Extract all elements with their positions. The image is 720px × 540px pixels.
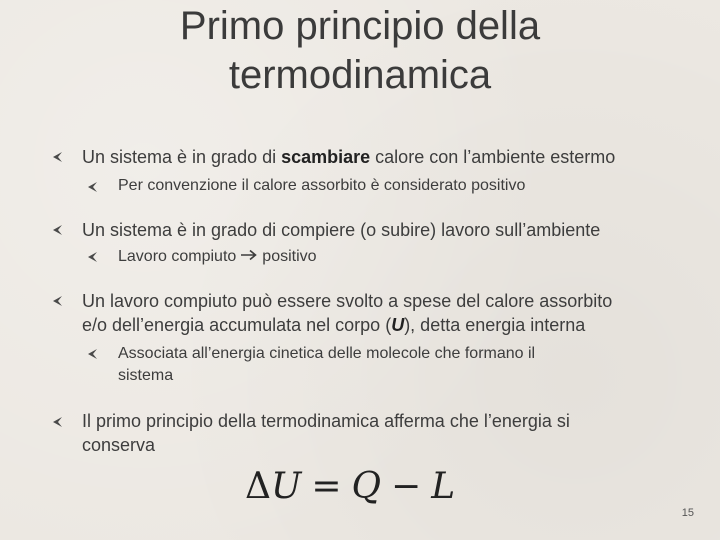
bullet-1-bold-word: scambiare: [281, 147, 371, 167]
bullet-3-sub-line-1: Associata all’energia cinetica delle molecole che formano il: [118, 345, 536, 362]
page-number: 15: [681, 507, 694, 519]
first-law-formula: [245, 465, 455, 509]
formula-u: U: [271, 466, 302, 507]
arrowhead-bullet-icon: [50, 150, 64, 164]
bullet-2-sub-post: positivo: [262, 248, 317, 266]
arrowhead-subbullet-icon: [85, 250, 99, 264]
arrowhead-bullet-icon: [50, 294, 64, 308]
bullet-3-line-2-pre: e/o dell’energia accumulata nel corpo (: [82, 315, 392, 335]
bullet-1-text-pre: Un sistema è in grado di: [82, 147, 282, 167]
arrowhead-subbullet-icon: [85, 180, 99, 194]
bullet-1: [82, 145, 615, 169]
formula-minus: −: [391, 466, 422, 507]
bullet-3-line-2-post: ), detta energia interna: [404, 315, 586, 335]
bullet-2-sub: [118, 246, 317, 268]
arrowhead-bullet-icon: [50, 223, 64, 237]
bullet-3: [82, 289, 612, 337]
formula-q: Q: [351, 466, 382, 507]
formula-l: L: [431, 466, 456, 507]
bullet-3-line-1: Un lavoro compiuto può essere svolto a spese del calore assorbito: [82, 291, 613, 311]
bullet-4: [82, 409, 570, 457]
title-line-1: Primo principio della: [179, 4, 541, 48]
bullet-4-line-2: conserva: [82, 435, 156, 455]
bullet-1-text-post: calore con l’ambiente estermo: [370, 147, 616, 167]
bullet-1-sub: Per convenzione il calore assorbito è considerato positivo: [118, 177, 526, 194]
internal-energy-symbol: U: [391, 315, 405, 335]
bullet-3-sub: [118, 343, 535, 387]
bullet-2: Un sistema è in grado di compiere (o subire) lavoro sull’ambiente: [82, 220, 601, 240]
formula-equals: =: [311, 466, 342, 507]
arrowhead-subbullet-icon: [85, 347, 99, 361]
title-line-2: termodinamica: [228, 53, 492, 97]
slide-title: [0, 2, 720, 100]
bullet-4-line-1: Il primo principio della termodinamica afferma che l’energia si: [82, 411, 570, 431]
bullet-2-sub-pre: Lavoro compiuto: [118, 248, 237, 266]
right-arrow-icon: [240, 246, 258, 268]
bullet-3-sub-line-2: sistema: [118, 367, 174, 384]
arrowhead-bullet-icon: [50, 415, 64, 429]
formula-delta: Δ: [245, 466, 271, 507]
bullet-3-line-2: [82, 313, 612, 337]
